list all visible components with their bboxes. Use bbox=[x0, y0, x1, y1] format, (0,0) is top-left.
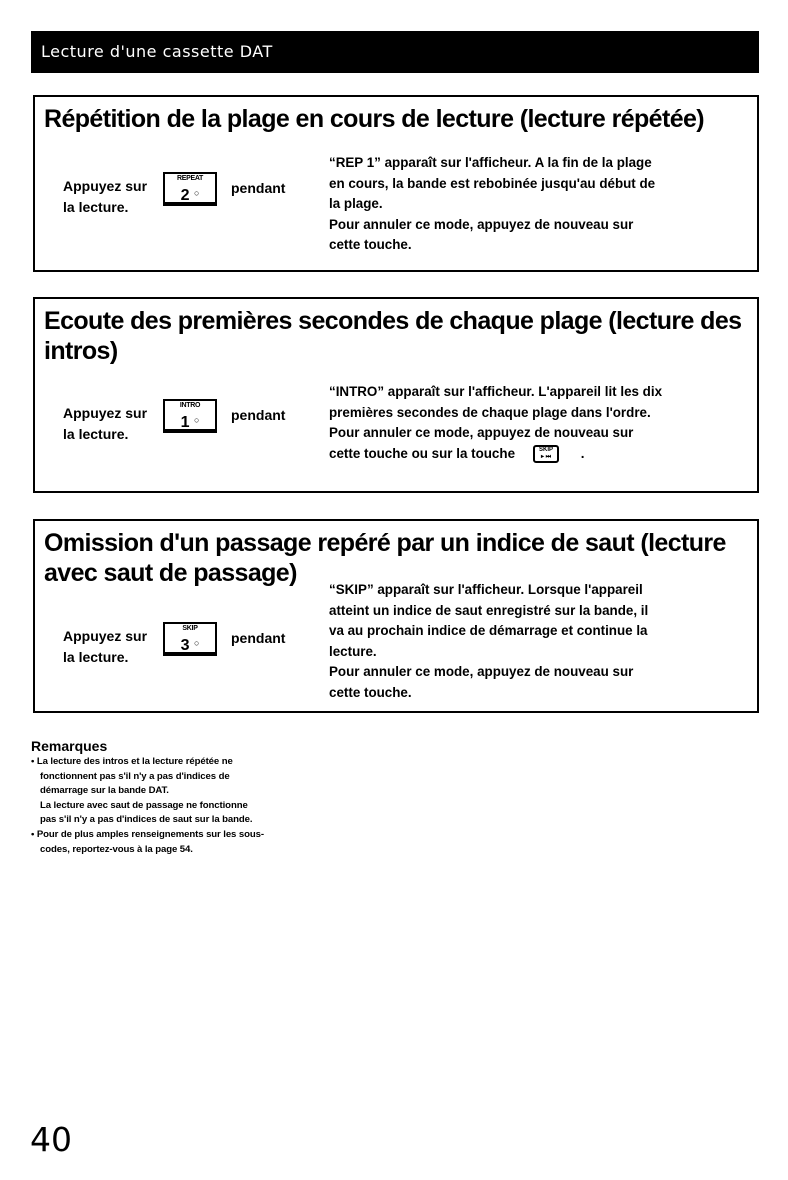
remark-line: fonctionnent pas s'il n'y a pas d'indices de bbox=[40, 770, 230, 782]
page-number: 40 bbox=[30, 1120, 72, 1159]
key-label: INTRO bbox=[179, 402, 201, 409]
description-line: “SKIP” apparaît sur l'afficheur. Lorsque l'appareil bbox=[329, 582, 643, 597]
remark-line: • Pour de plus amples renseignements sur les sous- bbox=[31, 828, 264, 840]
section-intro bbox=[33, 297, 759, 493]
section-title: Répétition de la plage en cours de lecture (lecture répétée) bbox=[44, 105, 705, 133]
sentence-end: . bbox=[580, 445, 585, 461]
skip-key-label: SKIP bbox=[539, 446, 554, 453]
description bbox=[329, 153, 749, 256]
instruction-line: la lecture. bbox=[63, 649, 129, 665]
description-line: lecture. bbox=[329, 643, 377, 659]
key-number: 2 bbox=[180, 187, 190, 204]
instruction bbox=[63, 176, 147, 218]
instruction-line: la lecture. bbox=[63, 199, 129, 215]
instruction bbox=[63, 403, 147, 445]
key-number: 3 bbox=[180, 637, 190, 654]
remarks-title: Remarques bbox=[31, 738, 108, 754]
instruction-suffix: pendant bbox=[231, 630, 286, 646]
description-line: “INTRO” apparaît sur l'afficheur. L'appareil lit les dix bbox=[329, 384, 663, 399]
remark-line: La lecture avec saut de passage ne fonctionne bbox=[40, 799, 248, 811]
remark-line: démarrage sur la bande DAT. bbox=[40, 785, 169, 797]
description-line: atteint un indice de saut enregistré sur la bande, il bbox=[329, 602, 649, 618]
circle-icon: ○ bbox=[193, 638, 200, 648]
key-label: SKIP bbox=[182, 625, 198, 632]
description-line: cette touche. bbox=[329, 237, 412, 252]
description-line: cette touche. bbox=[329, 684, 412, 700]
instruction-line: la lecture. bbox=[63, 426, 129, 442]
instruction-suffix: pendant bbox=[231, 180, 286, 196]
section-skip bbox=[33, 519, 759, 713]
description bbox=[329, 382, 749, 464]
circle-icon: ○ bbox=[193, 188, 200, 198]
description-line: premières secondes de chaque plage dans l'ordre. bbox=[329, 404, 651, 420]
page-header bbox=[31, 31, 759, 73]
skip-key-button-icon bbox=[163, 622, 217, 654]
remark-line: codes, reportez-vous à la page 54. bbox=[40, 843, 193, 855]
description-line: “REP 1” apparaît sur l'afficheur. A la fin de la plage bbox=[329, 155, 652, 170]
instruction-suffix: pendant bbox=[231, 407, 286, 423]
instruction-line: Appuyez sur bbox=[63, 405, 148, 421]
repeat-key-icon bbox=[163, 172, 217, 204]
remarks bbox=[31, 738, 391, 857]
remark-line: • La lecture des intros et la lecture répétée ne bbox=[31, 756, 233, 767]
description-line: en cours, la bande est rebobinée jusqu'au début de bbox=[329, 175, 656, 191]
key-number: 1 bbox=[180, 414, 190, 431]
section-title: Ecoute des premières secondes de chaque plage (lecture des intros) bbox=[44, 307, 742, 365]
description-line: Pour annuler ce mode, appuyez de nouveau sur bbox=[329, 664, 634, 679]
section-repeat bbox=[33, 95, 759, 272]
description-line: la plage. bbox=[329, 196, 383, 211]
circle-icon: ○ bbox=[193, 415, 200, 425]
intro-key-icon bbox=[163, 399, 217, 431]
instruction-line: Appuyez sur bbox=[63, 178, 148, 194]
description bbox=[329, 580, 749, 703]
skip-key-icon bbox=[533, 445, 559, 463]
remark-line: pas s'il n'y a pas d'indices de saut sur la bande. bbox=[40, 814, 253, 826]
header-title: Lecture d'une cassette DAT bbox=[41, 42, 273, 61]
description-line: Pour annuler ce mode, appuyez de nouveau sur bbox=[329, 216, 634, 232]
section-title: Omission d'un passage repéré par un indice de saut (lecture avec saut de passage) bbox=[44, 529, 726, 587]
description-line: Pour annuler ce mode, appuyez de nouveau sur bbox=[329, 425, 634, 440]
skip-forward-icon: ▸ ⏭ bbox=[540, 453, 552, 460]
instruction bbox=[63, 626, 147, 668]
key-label: REPEAT bbox=[176, 175, 204, 182]
instruction-line: Appuyez sur bbox=[63, 628, 148, 644]
description-line: cette touche ou sur la touche bbox=[329, 445, 516, 461]
description-line: va au prochain indice de démarrage et continue la bbox=[329, 623, 648, 638]
